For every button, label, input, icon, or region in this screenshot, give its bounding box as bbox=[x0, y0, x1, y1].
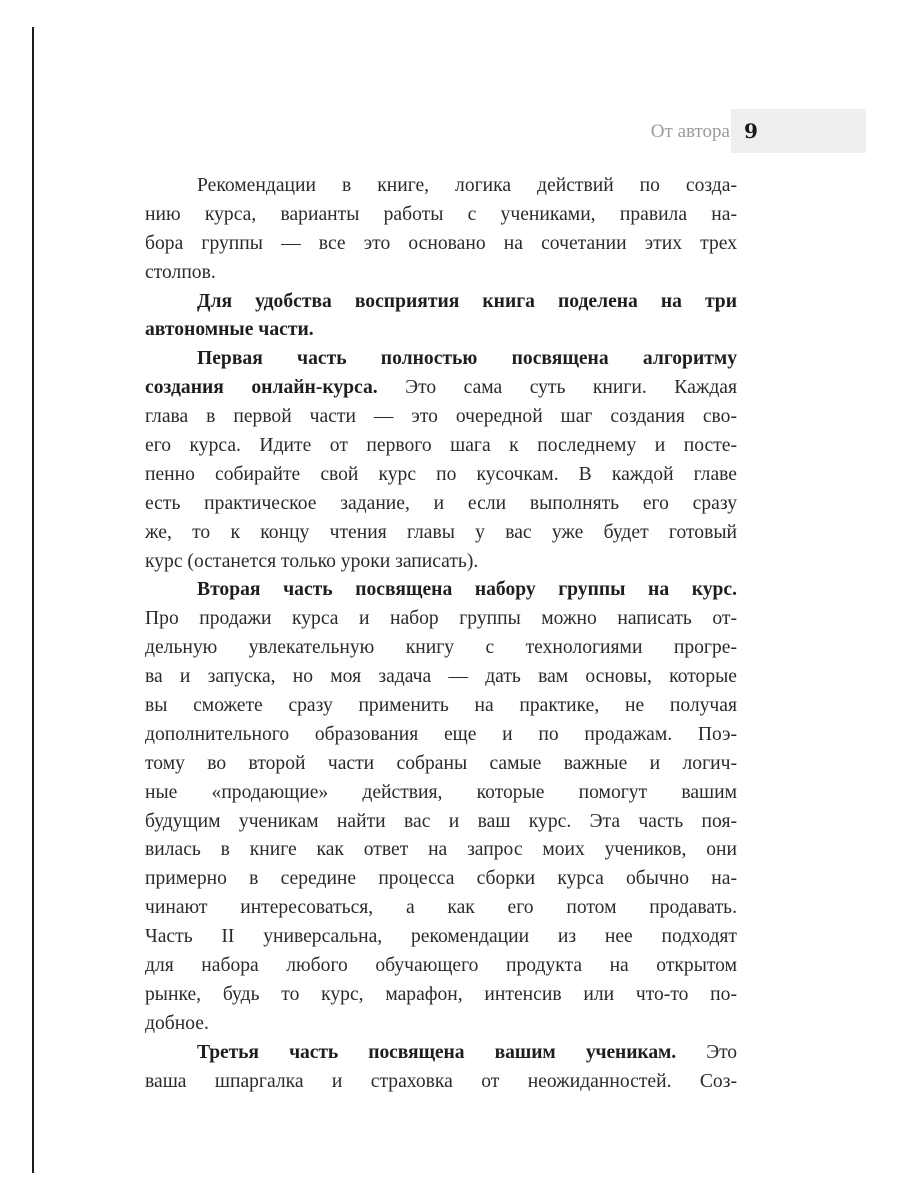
line-text: его курса. Идите от первого шага к последнему и посте- bbox=[145, 435, 737, 457]
text-line bbox=[145, 230, 737, 259]
line-text: дельную увлекательную книгу с технологиями прогре- bbox=[145, 637, 737, 659]
text-line bbox=[145, 750, 737, 779]
line-text: нию курса, варианты работы с учениками, правила на- bbox=[145, 203, 737, 225]
line-text: Про продажи курса и набор группы можно написать от- bbox=[145, 608, 737, 630]
text-line bbox=[145, 288, 737, 317]
text-line bbox=[145, 316, 737, 345]
text-line bbox=[145, 836, 737, 865]
folio-box bbox=[731, 109, 866, 153]
line-text: дополнительного образования еще и по продажам. Поэ- bbox=[145, 723, 737, 745]
body-text bbox=[145, 172, 737, 1097]
text-line bbox=[145, 432, 737, 461]
line-text: рынке, будь то курс, марафон, интенсив или что-то по- bbox=[145, 983, 737, 1005]
text-line bbox=[145, 981, 737, 1010]
line-text: глава в первой части — это очередной шаг создания сво- bbox=[145, 406, 737, 428]
line-text: ваша шпаргалка и страховка от неожиданностей. Соз- bbox=[145, 1070, 737, 1092]
line-text: ва и запуска, но моя задача — дать вам основы, которые bbox=[145, 666, 737, 688]
text-line bbox=[145, 865, 737, 894]
bold-lead-in: Первая часть полностью посвящена алгоритму bbox=[197, 348, 737, 370]
line-text: столпов. bbox=[145, 261, 216, 283]
text-line bbox=[145, 663, 737, 692]
line-text: Это bbox=[676, 1041, 737, 1063]
text-line bbox=[145, 576, 737, 605]
bold-lead-in: Вторая часть посвящена набору группы на курс. bbox=[197, 579, 737, 601]
line-text: чинают интересоваться, а как его потом продавать. bbox=[145, 897, 737, 919]
line-text: есть практическое задание, и если выполнять его сразу bbox=[145, 492, 737, 514]
line-text: для набора любого обучающего продукта на открытом bbox=[145, 955, 737, 977]
line-text: же, то к концу чтения главы у вас уже будет готовый bbox=[145, 521, 737, 543]
text-line bbox=[145, 201, 737, 230]
text-line bbox=[145, 692, 737, 721]
line-text: Часть II универсальна, рекомендации из нее подходят bbox=[145, 926, 737, 948]
text-line bbox=[145, 779, 737, 808]
bold-lead-in: автономные части. bbox=[145, 319, 314, 341]
bold-lead-in: Для удобства восприятия книга поделена на три bbox=[197, 290, 737, 312]
text-line bbox=[145, 259, 737, 288]
page-number: 9 bbox=[744, 119, 758, 143]
line-text: бора группы — все это основано на сочетании этих трех bbox=[145, 232, 737, 254]
page-gutter-rule bbox=[32, 27, 34, 1173]
text-line bbox=[145, 548, 737, 577]
running-head-section: От автора bbox=[650, 121, 730, 142]
text-line bbox=[145, 172, 737, 201]
text-line bbox=[145, 634, 737, 663]
line-text: Это сама суть книги. Каждая bbox=[377, 377, 737, 399]
line-text: курс (останется только уроки записать). bbox=[145, 550, 479, 572]
line-text: вилась в книге как ответ на запрос моих учеников, они bbox=[145, 839, 737, 861]
text-line bbox=[145, 374, 737, 403]
text-line bbox=[145, 345, 737, 374]
line-text: добное. bbox=[145, 1012, 209, 1034]
line-text: ные «продающие» действия, которые помогут вашим bbox=[145, 781, 737, 803]
text-line bbox=[145, 490, 737, 519]
text-line bbox=[145, 461, 737, 490]
text-line bbox=[145, 923, 737, 952]
line-text: будущим ученикам найти вас и ваш курс. Эта часть поя- bbox=[145, 810, 737, 832]
text-line bbox=[145, 808, 737, 837]
text-line bbox=[145, 1010, 737, 1039]
line-text: Рекомендации в книге, логика действий по созда- bbox=[197, 175, 737, 196]
line-text: примерно в середине процесса сборки курса обычно на- bbox=[145, 868, 737, 890]
line-text: вы сможете сразу применить на практике, не получая bbox=[145, 695, 737, 717]
text-line bbox=[145, 1039, 737, 1068]
line-text: пенно собирайте свой курс по кусочкам. В каждой главе bbox=[145, 463, 737, 485]
bold-lead-in: Третья часть посвящена вашим ученикам. bbox=[197, 1041, 677, 1063]
text-line bbox=[145, 1068, 737, 1097]
text-line bbox=[145, 721, 737, 750]
text-line bbox=[145, 894, 737, 923]
text-line bbox=[145, 403, 737, 432]
line-text: тому во второй части собраны самые важные и логич- bbox=[145, 752, 737, 774]
bold-lead-in: создания онлайн-курса. bbox=[145, 377, 378, 399]
text-line bbox=[145, 519, 737, 548]
text-line bbox=[145, 605, 737, 634]
text-line bbox=[145, 952, 737, 981]
